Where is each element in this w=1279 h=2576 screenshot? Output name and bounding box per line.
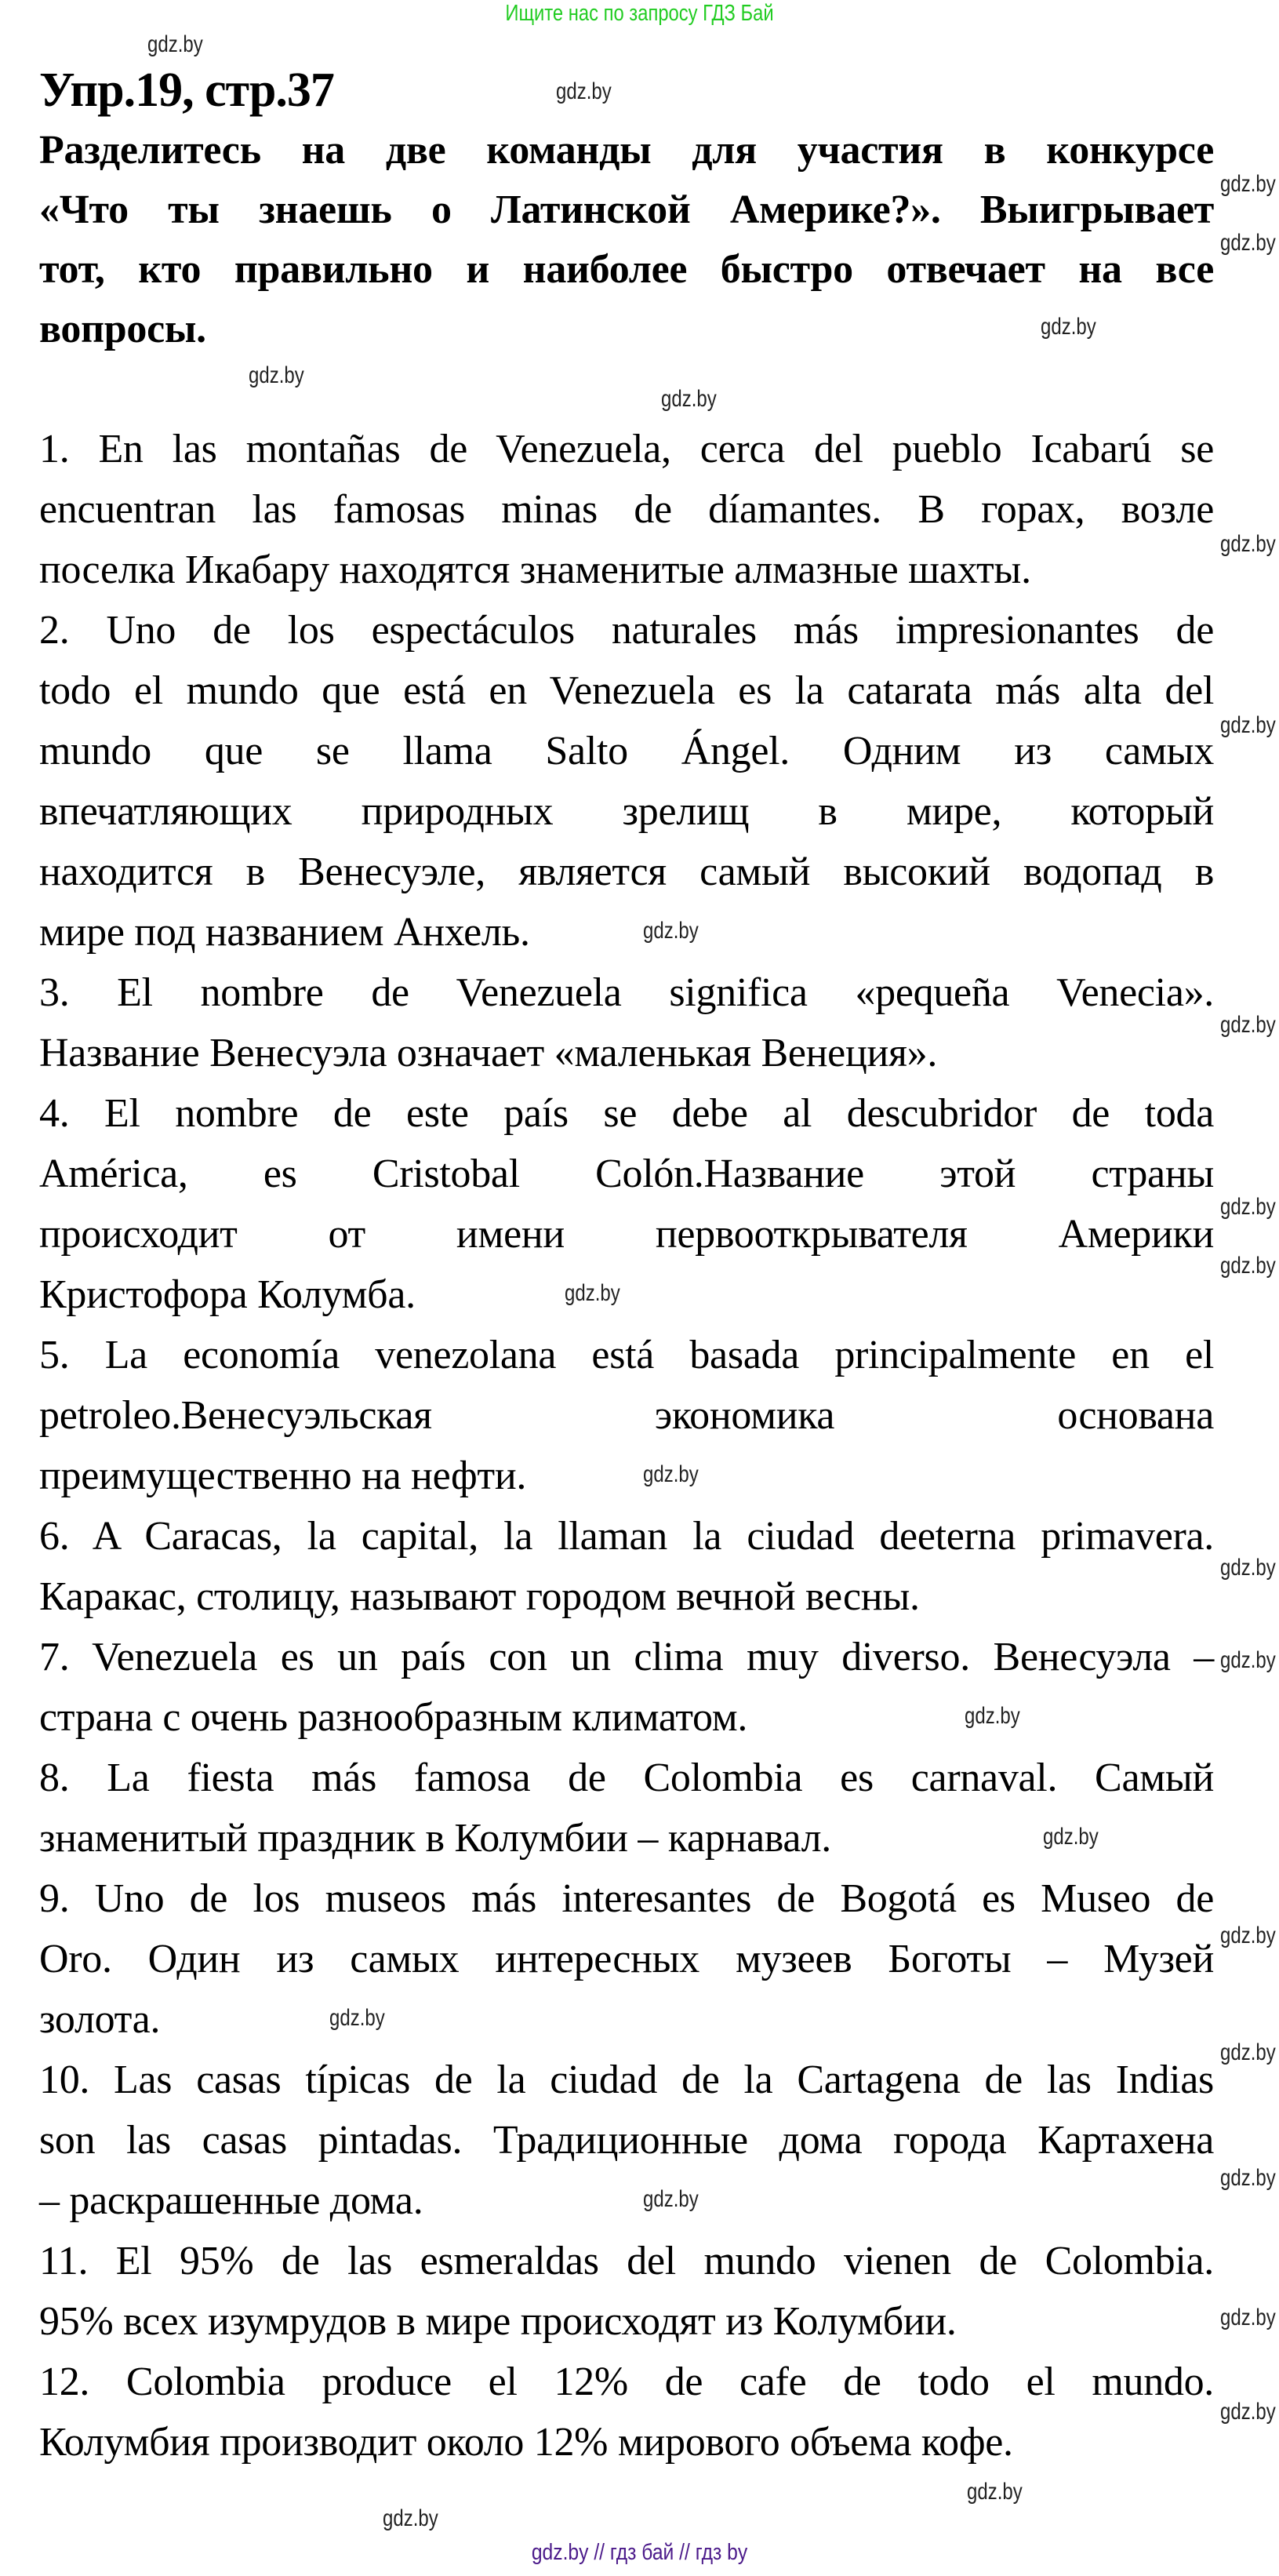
text-line: находится в Венесуэле, является самый высокий водопад в [39, 850, 1214, 894]
text-line: страна с очень разнообразным климатом. [39, 1695, 748, 1740]
text-line: поселка Икабару находятся знаменитые алмазные шахты. [39, 548, 1031, 592]
text-line: petroleo.Венесуэльская экономика основана [39, 1393, 1214, 1438]
watermark: gdz.by [383, 2505, 438, 2531]
list-item [39, 1627, 1214, 1748]
text-line: знаменитый праздник в Колумбии – карнавал. [39, 1816, 831, 1861]
answer-list [39, 419, 1214, 2472]
text-line: 11. El 95% de las esmeraldas del mundo vienen de Colombia. [39, 2239, 1214, 2283]
text-line: 9. Uno de los museos más interesantes de Bogotá es Museo de [39, 1876, 1214, 1921]
list-item [39, 1325, 1214, 1506]
watermark: gdz.by [329, 2005, 385, 2031]
watermark: gdz.by [1043, 1824, 1099, 1850]
list-item [39, 419, 1214, 600]
watermark: gdz.by [1220, 712, 1276, 738]
text-line: 1. En las montañas de Venezuela, cerca del pueblo Icabarú se [39, 427, 1214, 471]
text-line: тот, кто правильно и наиболее быстро отвечает на все [39, 247, 1214, 292]
text-line: Oro. Один из самых интересных музеев Боготы – Музей [39, 1937, 1214, 1981]
watermark: gdz.by [643, 1461, 699, 1487]
watermark: gdz.by [1220, 1012, 1276, 1038]
watermark: gdz.by [643, 918, 699, 944]
text-line: 12. Colombia produce el 12% de cafe de todo el mundo. [39, 2360, 1214, 2404]
watermark: gdz.by [1220, 171, 1276, 197]
text-line: América, es Cristobal Colón.Название этой страны [39, 1152, 1214, 1196]
watermark: gdz.by [1220, 1253, 1276, 1279]
text-line: мире под названием Анхель. [39, 910, 530, 955]
watermark: gdz.by [1220, 2399, 1276, 2425]
watermark: gdz.by [1220, 2165, 1276, 2191]
list-item [39, 962, 1214, 1083]
watermark: gdz.by [1041, 314, 1096, 340]
text-line: – раскрашенные дома. [39, 2178, 423, 2223]
text-line: 7. Venezuela es un país con un clima muy diverso. Венесуэла – [39, 1635, 1214, 1679]
text-line: 4. El nombre de este país se debe al descubridor de toda [39, 1091, 1214, 1136]
watermark: gdz.by [1220, 531, 1276, 557]
task-description [39, 121, 1214, 359]
watermark: gdz.by [1220, 1647, 1276, 1673]
text-line: 10. Las casas típicas de la ciudad de la Cartagena de las Indias [39, 2058, 1214, 2102]
text-line: son las casas pintadas. Традиционные дома города Картахена [39, 2118, 1214, 2163]
text-line: 3. El nombre de Venezuela significa «pequeña Venecia». [39, 970, 1214, 1015]
text-line: 6. A Caracas, la capital, la llaman la ciudad deeterna primavera. [39, 1514, 1214, 1559]
list-item [39, 1083, 1214, 1325]
watermark: gdz.by [1220, 2039, 1276, 2065]
watermark: gdz.by [147, 31, 203, 57]
watermark: gdz.by [661, 386, 717, 412]
watermark: gdz.by [565, 1280, 620, 1306]
bottom-banner[interactable]: gdz.by // гдз бай // гдз by [531, 2540, 748, 2565]
text-line: mundo que se llama Salto Ángel. Одним из самых [39, 729, 1214, 773]
text-line: преимущественно на нефти. [39, 1454, 527, 1498]
list-item [39, 600, 1214, 962]
list-item [39, 2352, 1214, 2472]
text-line: todo el mundo que está en Venezuela es la catarata más alta del [39, 668, 1214, 713]
watermark: gdz.by [643, 2186, 699, 2212]
list-item [39, 1506, 1214, 1627]
watermark: gdz.by [1220, 1194, 1276, 1220]
watermark: gdz.by [967, 2479, 1023, 2505]
text-line: впечатляющих природных зрелищ в мире, который [39, 789, 1214, 834]
text-line: «Что ты знаешь о Латинской Америке?». Выигрывает [39, 187, 1214, 232]
watermark: gdz.by [249, 362, 304, 388]
list-item [39, 2231, 1214, 2352]
watermark: gdz.by [965, 1703, 1020, 1729]
text-line: 2. Uno de los espectáculos naturales más impresionantes de [39, 608, 1214, 653]
text-line: 95% всех изумрудов в мире происходят из Колумбии. [39, 2299, 957, 2344]
watermark: gdz.by [1220, 1555, 1276, 1581]
list-item [39, 1748, 1214, 1868]
text-line: Разделитесь на две команды для участия в конкурсе [39, 128, 1214, 173]
list-item [39, 2050, 1214, 2231]
watermark: gdz.by [1220, 2305, 1276, 2330]
list-item [39, 1868, 1214, 2050]
watermark: gdz.by [1220, 230, 1276, 256]
text-line: Кристофора Колумба. [39, 1272, 416, 1317]
text-line: 5. La economía venezolana está basada principalmente en el [39, 1333, 1214, 1377]
watermark: gdz.by [556, 78, 612, 104]
watermark: gdz.by [1220, 1923, 1276, 1948]
text-line: Колумбия производит около 12% мирового объема кофе. [39, 2420, 1013, 2465]
top-banner[interactable]: Ищите нас по запросу ГДЗ Бай [505, 1, 774, 26]
text-line: вопросы. [39, 307, 206, 351]
text-line: золота. [39, 1997, 161, 2042]
text-line: Название Венесуэла означает «маленькая Венеция». [39, 1031, 938, 1075]
text-line: encuentran las famosas minas de díamantes. В горах, возле [39, 487, 1214, 532]
text-line: 8. La fiesta más famosa de Colombia es carnaval. Самый [39, 1756, 1214, 1800]
page-title: Упр.19, стр.37 [39, 64, 334, 117]
text-line: происходит от имени первооткрывателя Америки [39, 1212, 1214, 1257]
text-line: Каракас, столицу, называют городом вечной весны. [39, 1574, 920, 1619]
